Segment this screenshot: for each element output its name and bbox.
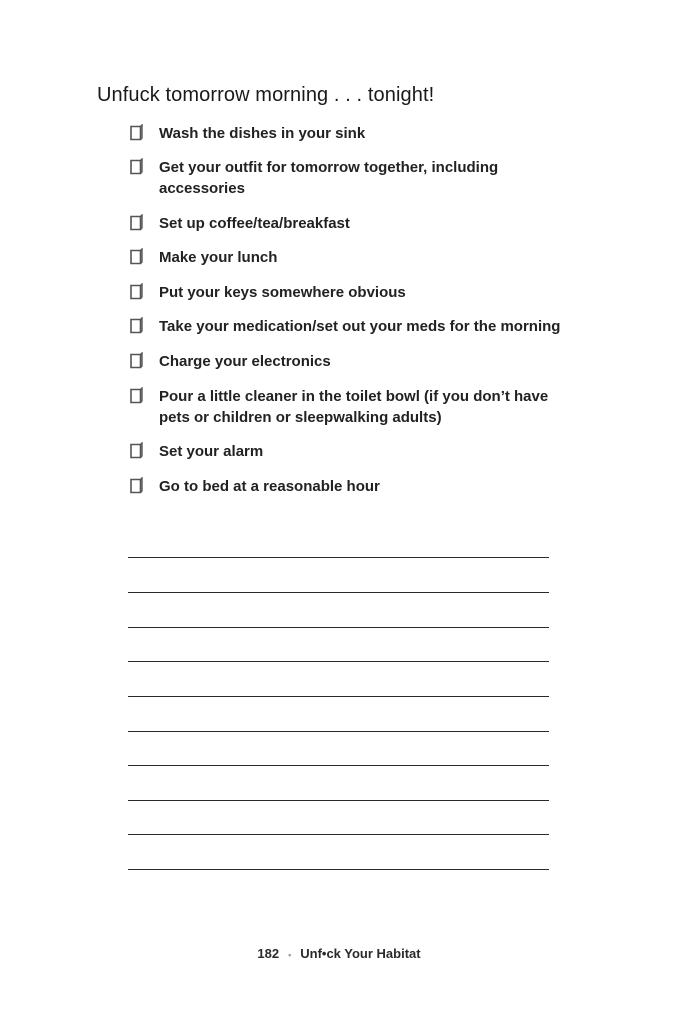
- notes-line[interactable]: [128, 834, 549, 835]
- checklist-item-label: Pour a little cleaner in the toilet bowl (if you don’t have pets or children or sleepwalking adults): [159, 388, 549, 426]
- checklist-item-label: Go to bed at a reasonable hour: [159, 478, 380, 495]
- checkbox-icon[interactable]: [128, 283, 144, 301]
- checkbox-icon[interactable]: [128, 317, 144, 335]
- page-number: 182: [257, 946, 280, 961]
- checkbox-icon[interactable]: [128, 248, 144, 266]
- notes-line[interactable]: [128, 800, 549, 801]
- checkbox-icon[interactable]: [128, 158, 144, 176]
- notes-line[interactable]: [128, 592, 549, 593]
- page-footer: [0, 946, 678, 961]
- checklist-item: [128, 442, 598, 463]
- checklist-item-label: Set up coffee/tea/breakfast: [159, 215, 350, 232]
- checklist-item: [128, 387, 598, 428]
- checkbox-icon[interactable]: [128, 477, 144, 495]
- notes-line[interactable]: [128, 696, 549, 697]
- running-title: Unf•ck Your Habitat: [300, 946, 421, 961]
- checklist-item: [128, 158, 598, 199]
- checklist-item: [128, 248, 598, 269]
- checklist-item-label: Put your keys somewhere obvious: [159, 284, 406, 301]
- notes-line[interactable]: [128, 765, 549, 766]
- checkbox-icon[interactable]: [128, 214, 144, 232]
- checklist-item-label: Set your alarm: [159, 443, 264, 460]
- checkbox-icon[interactable]: [128, 387, 144, 405]
- checklist-item-label: Make your lunch: [159, 249, 278, 266]
- checklist-item: [128, 283, 598, 304]
- checkbox-icon[interactable]: [128, 352, 144, 370]
- checklist-item: [128, 317, 598, 338]
- checklist-item-label: Get your outfit for tomorrow together, including accessories: [159, 159, 499, 197]
- checklist-item-label: Wash the dishes in your sink: [159, 125, 366, 142]
- checklist-item: [128, 352, 598, 373]
- checkbox-icon[interactable]: [128, 442, 144, 460]
- page-title: Unfuck tomorrow morning . . . tonight!: [97, 84, 435, 106]
- checklist-item-label: Take your medication/set out your meds for the morning: [159, 318, 561, 335]
- checkbox-icon[interactable]: [128, 124, 144, 142]
- notes-line[interactable]: [128, 661, 549, 662]
- checklist-item: [128, 124, 598, 145]
- notes-line[interactable]: [128, 869, 549, 870]
- footer-separator: •: [288, 949, 292, 960]
- notes-line[interactable]: [128, 627, 549, 628]
- checklist-item: [128, 477, 598, 498]
- notes-line[interactable]: [128, 731, 549, 732]
- notes-line[interactable]: [128, 557, 549, 558]
- checklist-item: [128, 214, 598, 235]
- checklist-item-label: Charge your electronics: [159, 353, 331, 370]
